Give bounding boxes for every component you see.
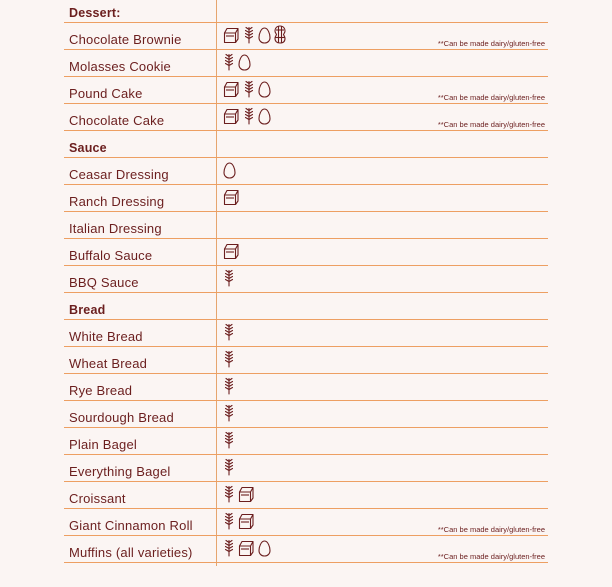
egg-icon [238,54,251,71]
menu-item-row [64,104,548,131]
item-name: BBQ Sauce [69,275,139,290]
section-header [64,293,548,320]
menu-item-row [64,185,548,212]
menu-item-row [64,239,548,266]
wheat-icon [243,26,255,44]
menu-item-row [64,266,548,293]
wheat-icon [223,323,235,341]
allergen-icons [223,483,255,503]
wheat-icon [223,53,235,71]
milk-carton-icon [223,81,240,98]
menu-item-row [64,50,548,77]
allergen-table [64,0,548,563]
wheat-icon [223,431,235,449]
item-name: Wheat Bread [69,356,148,371]
egg-icon [258,108,271,125]
peanut-icon [274,25,286,44]
item-name: Buffalo Sauce [69,248,153,263]
item-name: White Bread [69,329,143,344]
section-title: Bread [69,303,106,317]
item-name: Pound Cake [69,86,143,101]
item-name: Chocolate Brownie [69,32,182,47]
wheat-icon [243,107,255,125]
milk-carton-icon [238,540,255,557]
allergen-icons [223,51,251,71]
milk-carton-icon [223,243,240,260]
wheat-icon [223,485,235,503]
menu-item-row [64,428,548,455]
item-name: Rye Bread [69,383,133,398]
section-header [64,131,548,158]
milk-carton-icon [238,513,255,530]
menu-item-row [64,455,548,482]
menu-item-row [64,482,548,509]
allergen-icons [223,456,235,476]
item-name: Croissant [69,491,126,506]
milk-carton-icon [223,27,240,44]
egg-icon [258,81,271,98]
allergen-icons [223,78,271,98]
milk-carton-icon [223,189,240,206]
milk-carton-icon [238,486,255,503]
dairy-gluten-free-note: **Can be made dairy/gluten-free [437,120,545,129]
wheat-icon [223,512,235,530]
allergen-icons [223,186,240,206]
item-name: Muffins (all varieties) [69,545,193,560]
menu-item-row [64,23,548,50]
wheat-icon [223,269,235,287]
item-name: Ranch Dressing [69,194,165,209]
menu-item-row [64,347,548,374]
allergen-icons [223,321,235,341]
wheat-icon [223,458,235,476]
allergen-icons [223,510,255,530]
allergen-icons [223,402,235,422]
menu-item-row [64,212,548,239]
allergen-icons [223,105,271,125]
allergen-icons [223,375,235,395]
item-name: Plain Bagel [69,437,137,452]
allergen-icons [223,240,240,260]
menu-item-row [64,77,548,104]
item-name: Molasses Cookie [69,59,171,74]
menu-item-row [64,401,548,428]
wheat-icon [223,539,235,557]
dairy-gluten-free-note: **Can be made dairy/gluten-free [437,93,545,102]
egg-icon [223,162,236,179]
egg-icon [258,540,271,557]
menu-item-row [64,509,548,536]
milk-carton-icon [223,108,240,125]
item-name: Everything Bagel [69,464,171,479]
item-name: Sourdough Bread [69,410,174,425]
dairy-gluten-free-note: **Can be made dairy/gluten-free [437,39,545,48]
menu-item-row [64,158,548,185]
dairy-gluten-free-note: **Can be made dairy/gluten-free [437,525,545,534]
allergen-icons [223,429,235,449]
dairy-gluten-free-note: **Can be made dairy/gluten-free [437,552,545,561]
menu-item-row [64,374,548,401]
allergen-icons [223,537,271,557]
wheat-icon [223,377,235,395]
wheat-icon [223,404,235,422]
section-title: Sauce [69,141,107,155]
item-name: Chocolate Cake [69,113,165,128]
allergen-icons [223,24,286,44]
section-header [64,0,548,23]
item-name: Italian Dressing [69,221,162,236]
egg-icon [258,27,271,44]
wheat-icon [223,350,235,368]
allergen-icons [223,159,236,179]
wheat-icon [243,80,255,98]
allergen-icons [223,348,235,368]
menu-item-row [64,320,548,347]
menu-item-row [64,536,548,563]
item-name: Giant Cinnamon Roll [69,518,193,533]
section-title: Dessert: [69,6,121,20]
allergen-icons [223,267,235,287]
item-name: Ceasar Dressing [69,167,169,182]
